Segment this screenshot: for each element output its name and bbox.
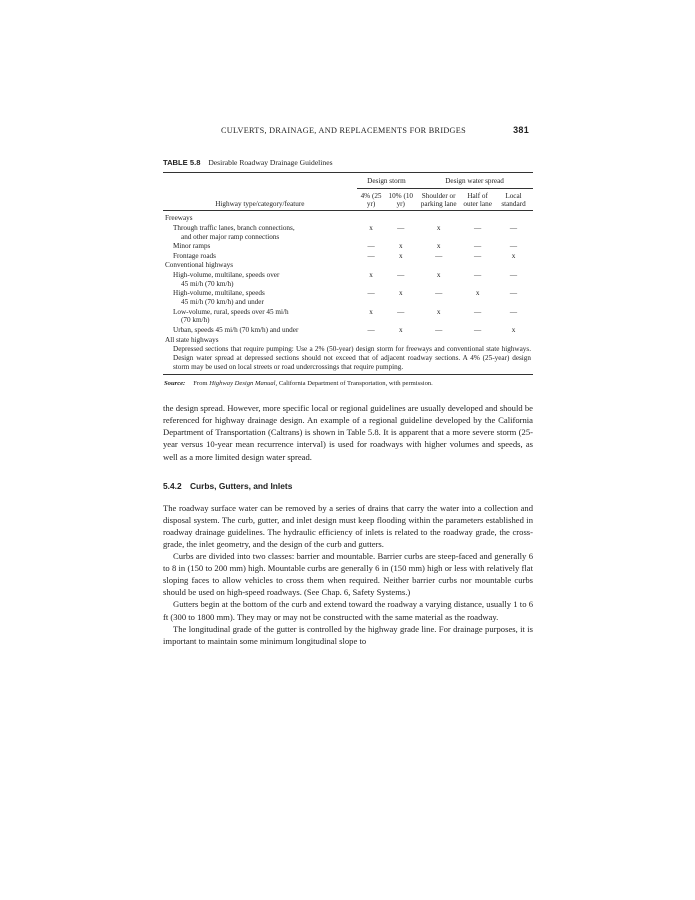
table-body [163, 210, 533, 374]
feature-label-continued: 45 mi/h (70 km/h) [181, 279, 234, 288]
table-cell: — [474, 307, 482, 316]
col-header-local: Local standard [494, 188, 533, 210]
source-title: Highway Design Manual, [209, 380, 278, 388]
table-row [163, 307, 533, 325]
feature-label: Minor ramps [173, 242, 211, 251]
table-cell: x [398, 325, 403, 334]
table-cell: x [436, 271, 441, 280]
feature-label-continued: and other major ramp connections [181, 232, 280, 241]
page [163, 126, 533, 647]
group-header-water-spread: Design water spread [416, 173, 533, 189]
table-cell: — [367, 325, 375, 334]
table-cell: — [509, 242, 518, 251]
col-header-half-outer: Half of outer lane [461, 188, 494, 210]
table-cell: — [435, 289, 443, 298]
feature-cell [163, 289, 357, 307]
table-cell: — [474, 251, 482, 260]
table-row [163, 325, 533, 335]
table-cell: x [436, 223, 441, 232]
table-category-row [163, 214, 533, 224]
feature-label: Through traffic lanes, branch connections, [173, 223, 295, 232]
table-row [163, 251, 533, 261]
table-cell: — [509, 271, 518, 280]
section-heading [163, 480, 533, 492]
table-category-row [163, 261, 533, 271]
table-cell: — [397, 307, 405, 316]
table-cell: — [397, 223, 405, 232]
feature-cell [163, 242, 357, 252]
feature-label: High-volume, multilane, speeds over [173, 271, 280, 280]
feature-cell [163, 325, 357, 335]
category-label: Conventional highways [165, 261, 234, 270]
table-cell: x [436, 242, 441, 251]
table-cell: — [474, 223, 482, 232]
table-cell: x [398, 251, 403, 260]
category-label: All state highways [165, 335, 219, 344]
paragraph: Gutters begin at the bottom of the curb and extend toward the roadway a varying distance, usually 1 to 6 ft (300 to 1800 mm). They may or may not be constructed with the same material as the roadway. [163, 599, 533, 622]
table-row [163, 289, 533, 307]
page-number: 381 [513, 125, 529, 135]
table-cell: — [509, 289, 518, 298]
paragraph: The roadway surface water can be removed by a series of drains that carry the water into a collection and disposal system. The curb, gutter, and inlet design must keep flooding within the parameters established in roadway drainage guidelines. The hydraulic efficiency of inlets is related to the roadway grade, the cross-grade, the inlet geometry, and the design of the curb and gutters. [163, 502, 533, 550]
table-note-row [163, 345, 533, 375]
table-cell: — [474, 325, 482, 334]
table-cell: — [367, 251, 375, 260]
table-cell: — [474, 271, 482, 280]
feature-cell [163, 251, 357, 261]
table-title: Desirable Roadway Drainage Guidelines [208, 158, 333, 167]
col-header-shoulder: Shoulder or parking lane [416, 188, 461, 210]
table-caption [163, 158, 533, 167]
table-cell: x [475, 289, 480, 298]
table-cell: — [474, 242, 482, 251]
col-header-feature: Highway type/category/feature [163, 188, 357, 210]
table-source [163, 380, 533, 387]
section-title: Curbs, Gutters, and Inlets [189, 480, 293, 491]
feature-label: High-volume, multilane, speeds [173, 289, 265, 298]
paragraph: The longitudinal grade of the gutter is controlled by the highway grade line. For drainage purposes, it is important to maintain some minimum longitudinal slope to [163, 623, 533, 646]
table-cell: x [511, 325, 516, 334]
table-cell: x [369, 271, 373, 280]
running-title: CULVERTS, DRAINAGE, AND REPLACEMENTS FOR BRIDGES [221, 126, 466, 135]
col-header-4pct: 4% (25 yr) [357, 188, 386, 210]
table-row [163, 242, 533, 252]
feature-cell [163, 271, 357, 289]
table-note: Depressed sections that require pumping: Use a 2% (50-year) design storm for freeways and conventional state highways. Design water spread at depressed sections should not exceed that of adjacent roadway sections. A 4% (25-year) design storm may be used on local streets or road undercrossings that require pumping. [163, 345, 533, 375]
running-head [163, 126, 533, 140]
drainage-guidelines-table [163, 172, 533, 375]
feature-label: Frontage roads [173, 251, 216, 260]
table-cell: — [367, 242, 375, 251]
body-text [163, 402, 533, 647]
table-cell: — [435, 325, 443, 334]
table-cell: — [509, 223, 518, 232]
group-header-design-storm: Design storm [357, 173, 416, 189]
table-cell: — [397, 271, 405, 280]
feature-label: Urban, speeds 45 mi/h (70 km/h) and under [173, 325, 299, 334]
table-cell: — [367, 289, 375, 298]
feature-cell [163, 307, 357, 325]
feature-label-continued: (70 km/h) [181, 316, 210, 325]
table-cell: x [398, 242, 403, 251]
table-cell: x [511, 251, 516, 260]
feature-label: Low-volume, rural, speeds over 45 mi/h [173, 307, 289, 316]
paragraph: the design spread. However, more specific local or regional guidelines are usually developed and should be referenced for highway drainage design. An example of a regional guideline developed by the California Department of Transportation (Caltrans) is shown in Table 5.8. It is apparent that a more severe storm (25-year versus 10-year mean recurrence interval) is used for roadways with higher volumes and speeds, as well as a more limited design water spread. [163, 403, 533, 462]
table-cell: x [369, 307, 373, 316]
table-cell: x [436, 307, 441, 316]
table-cell: x [398, 289, 403, 298]
table-cell: x [369, 223, 373, 232]
table-number: TABLE 5.8 [163, 158, 201, 167]
table-row [163, 271, 533, 289]
col-header-10pct: 10% (10 yr) [385, 188, 416, 210]
feature-cell [163, 223, 357, 241]
table-category-row [163, 335, 533, 345]
feature-label-continued: 45 mi/h (70 km/h) and under [181, 298, 264, 307]
source-rest: California Department of Transportation, with permission. [278, 380, 433, 388]
source-prefix: From [193, 380, 208, 388]
category-label: Freeways [165, 214, 193, 223]
table-cell: — [435, 251, 443, 260]
section-number: 5.4.2 [163, 480, 182, 491]
source-label: Source: [164, 380, 186, 388]
table-cell: — [509, 307, 518, 316]
paragraph: Curbs are divided into two classes: barrier and mountable. Barrier curbs are steep-faced and generally 6 to 8 in (150 to 200 mm) high. Mountable curbs are generally 6 in (150 mm) high or less with relatively flat sloping faces to allow vehicles to cross them when required. Neither barrier curbs nor mountable curbs should be used on high-speed roadways. (See Chap. 6, Safety Systems.) [163, 551, 533, 598]
table-row [163, 223, 533, 241]
